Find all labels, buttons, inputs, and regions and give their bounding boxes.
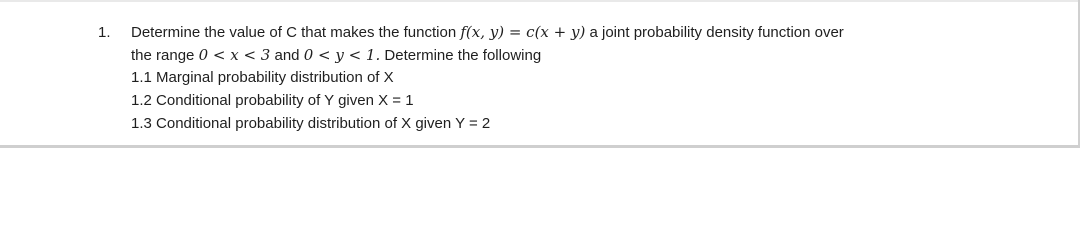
- range-text-prefix: the range: [131, 47, 199, 64]
- question-text-suffix: a joint probability density function over: [585, 24, 844, 41]
- page-bottom-border: [0, 145, 1080, 148]
- y-range-expression: 0 < y < 1.: [303, 46, 381, 64]
- question-text-prefix: Determine the value of C that makes the function: [131, 24, 461, 41]
- range-conjunction: and: [270, 47, 304, 64]
- question-line-2: [131, 45, 541, 66]
- x-range-expression: 0 < x < 3: [198, 46, 271, 64]
- question-line-1: [131, 22, 844, 43]
- subitem-1-1: 1.1 Marginal probability distribution of X: [131, 69, 394, 86]
- top-divider: [0, 0, 1080, 2]
- question-number: 1.: [98, 24, 111, 41]
- subitem-1-2: 1.2 Conditional probability of Y given X = 1: [131, 92, 414, 109]
- instruction-text: Determine the following: [380, 47, 542, 64]
- function-expression: f(x, y) = c(x + y): [460, 23, 586, 41]
- subitem-1-3: 1.3 Conditional probability distribution of X given Y = 2: [131, 115, 491, 132]
